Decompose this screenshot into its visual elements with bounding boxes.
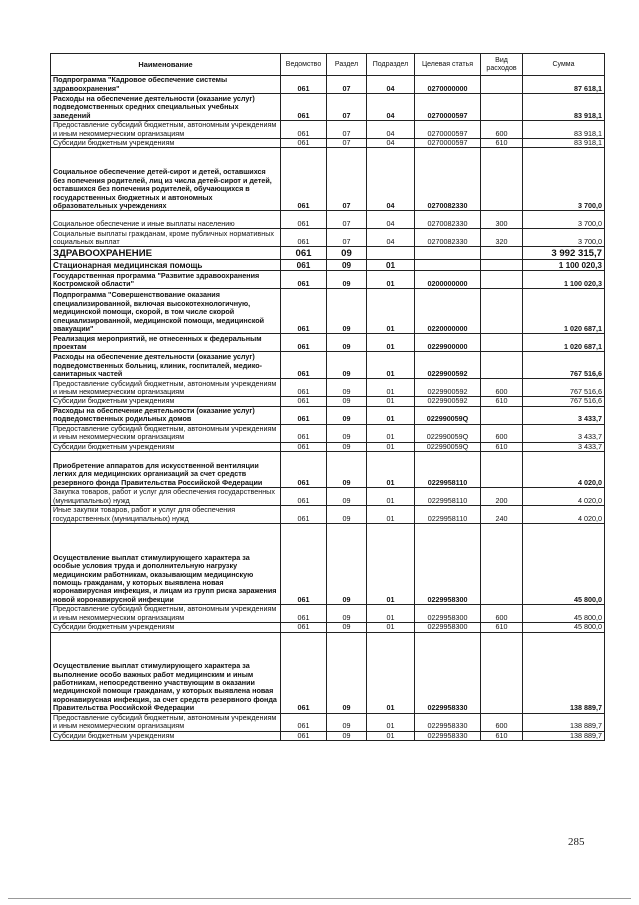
row-vid <box>481 334 523 352</box>
row-razdel: 09 <box>327 271 367 289</box>
row-razdel: 07 <box>327 211 367 229</box>
row-celevaya: 0270082330 <box>415 211 481 229</box>
row-ved: 061 <box>281 352 327 379</box>
row-podrazdel: 01 <box>367 623 415 632</box>
row-razdel: 09 <box>327 632 367 713</box>
row-name: Осуществление выплат стимулирующего характера за выполнение особо важных работ медицинским и иным работникам, непосредственно участвующим в оказании медицинской помощи гражданам, у которых выявлена новая коронавирусная инфекция, за счет средств резервного фонда Правительства Российской Федерации <box>51 632 281 713</box>
row-podrazdel: 01 <box>367 731 415 740</box>
row-summa: 45 800,0 <box>523 524 605 605</box>
table-row <box>51 289 605 334</box>
row-name: Предоставление субсидий бюджетным, автономным учреждениям и иным некоммерческим организациям <box>51 121 281 139</box>
row-podrazdel: 04 <box>367 94 415 121</box>
header-name: Наименование <box>51 54 281 76</box>
row-vid: 600 <box>481 121 523 139</box>
row-name: Предоставление субсидий бюджетным, автономным учреждениям и иным некоммерческим организациям <box>51 713 281 731</box>
row-podrazdel: 01 <box>367 352 415 379</box>
row-podrazdel: 04 <box>367 121 415 139</box>
row-name: Подпрограмма "Совершенствование оказания специализированной, включая высокотехнологичную, медицинской помощи, скорой, в том числе скорой специализированной, медицинской помощи, медицинской эвакуации" <box>51 289 281 334</box>
table-row <box>51 506 605 524</box>
header-podrazdel: Подраздел <box>367 54 415 76</box>
row-name: Социальное обеспечение и иные выплаты населению <box>51 211 281 229</box>
row-summa: 3 700,0 <box>523 148 605 211</box>
row-vid <box>481 76 523 94</box>
row-vid <box>481 148 523 211</box>
row-summa: 3 700,0 <box>523 229 605 247</box>
bottom-rule <box>8 898 631 899</box>
row-name: Субсидии бюджетным учреждениям <box>51 397 281 406</box>
row-razdel: 09 <box>327 406 367 424</box>
row-vid: 240 <box>481 506 523 524</box>
row-vid: 300 <box>481 211 523 229</box>
row-ved: 061 <box>281 334 327 352</box>
row-podrazdel: 01 <box>367 632 415 713</box>
row-celevaya: 0270000000 <box>415 76 481 94</box>
row-vid: 610 <box>481 442 523 451</box>
table-row <box>51 260 605 271</box>
row-razdel: 09 <box>327 260 367 271</box>
table-row <box>51 424 605 442</box>
row-podrazdel: 01 <box>367 397 415 406</box>
table-row <box>51 379 605 397</box>
row-ved: 061 <box>281 452 327 488</box>
row-ved: 061 <box>281 406 327 424</box>
header-row <box>51 54 605 76</box>
row-celevaya: 0229958110 <box>415 506 481 524</box>
row-vid: 200 <box>481 488 523 506</box>
row-name: Субсидии бюджетным учреждениям <box>51 623 281 632</box>
row-podrazdel <box>367 247 415 260</box>
table-row <box>51 731 605 740</box>
row-vid <box>481 406 523 424</box>
row-summa: 4 020,0 <box>523 452 605 488</box>
row-podrazdel: 01 <box>367 488 415 506</box>
row-summa: 87 618,1 <box>523 76 605 94</box>
row-ved: 061 <box>281 397 327 406</box>
row-podrazdel: 01 <box>367 713 415 731</box>
row-summa: 3 700,0 <box>523 211 605 229</box>
row-name: Расходы на обеспечение деятельности (оказание услуг) подведомственных больниц, клиник, госпиталей, медико-санитарных частей <box>51 352 281 379</box>
header-vid: Вид расходов <box>481 54 523 76</box>
row-podrazdel: 01 <box>367 271 415 289</box>
row-celevaya: 0229958330 <box>415 731 481 740</box>
row-razdel: 07 <box>327 76 367 94</box>
row-podrazdel: 04 <box>367 148 415 211</box>
row-ved: 061 <box>281 713 327 731</box>
table-row <box>51 76 605 94</box>
row-vid <box>481 524 523 605</box>
table-row <box>51 139 605 148</box>
row-summa: 4 020,0 <box>523 488 605 506</box>
row-celevaya: 0229900592 <box>415 379 481 397</box>
row-summa: 767 516,6 <box>523 397 605 406</box>
table-row <box>51 623 605 632</box>
row-ved: 061 <box>281 731 327 740</box>
row-name: Расходы на обеспечение деятельности (оказание услуг) подведомственных родильных домов <box>51 406 281 424</box>
row-ved: 061 <box>281 76 327 94</box>
row-celevaya: 0229958330 <box>415 713 481 731</box>
table-row <box>51 352 605 379</box>
row-celevaya: 0220000000 <box>415 289 481 334</box>
row-vid: 600 <box>481 424 523 442</box>
row-celevaya: 0229900000 <box>415 334 481 352</box>
row-ved: 061 <box>281 121 327 139</box>
page-number: 285 <box>568 836 585 848</box>
row-summa: 4 020,0 <box>523 506 605 524</box>
row-celevaya: 0270082330 <box>415 229 481 247</box>
row-summa: 138 889,7 <box>523 713 605 731</box>
row-razdel: 07 <box>327 94 367 121</box>
row-podrazdel: 01 <box>367 506 415 524</box>
row-ved: 061 <box>281 211 327 229</box>
row-vid: 610 <box>481 623 523 632</box>
row-ved: 061 <box>281 506 327 524</box>
table-row <box>51 488 605 506</box>
row-podrazdel: 01 <box>367 452 415 488</box>
header-razdel: Раздел <box>327 54 367 76</box>
table-row <box>51 94 605 121</box>
row-ved: 061 <box>281 94 327 121</box>
budget-sheet <box>50 53 604 741</box>
row-razdel: 09 <box>327 289 367 334</box>
row-podrazdel: 01 <box>367 605 415 623</box>
row-celevaya: 0270000597 <box>415 121 481 139</box>
row-razdel: 09 <box>327 442 367 451</box>
header-ved: Ведомство <box>281 54 327 76</box>
row-vid <box>481 452 523 488</box>
row-vid: 600 <box>481 379 523 397</box>
row-vid <box>481 94 523 121</box>
table-row <box>51 397 605 406</box>
table-row <box>51 229 605 247</box>
row-celevaya <box>415 260 481 271</box>
row-summa: 83 918,1 <box>523 139 605 148</box>
row-razdel: 09 <box>327 247 367 260</box>
table-row <box>51 442 605 451</box>
table-row <box>51 334 605 352</box>
row-vid: 320 <box>481 229 523 247</box>
row-vid <box>481 260 523 271</box>
row-celevaya: 0229958110 <box>415 452 481 488</box>
row-summa: 767 516,6 <box>523 379 605 397</box>
row-razdel: 09 <box>327 424 367 442</box>
row-celevaya <box>415 247 481 260</box>
row-celevaya: 0270082330 <box>415 148 481 211</box>
row-podrazdel: 01 <box>367 442 415 451</box>
row-name: Реализация мероприятий, не отнесенных к федеральным проектам <box>51 334 281 352</box>
row-summa: 1 100 020,3 <box>523 271 605 289</box>
row-ved: 061 <box>281 524 327 605</box>
row-summa: 767 516,6 <box>523 352 605 379</box>
row-celevaya: 0229900592 <box>415 397 481 406</box>
row-razdel: 07 <box>327 121 367 139</box>
table-row <box>51 247 605 260</box>
row-razdel: 09 <box>327 488 367 506</box>
row-name: Расходы на обеспечение деятельности (оказание услуг) подведомственных средних специальных учебных заведений <box>51 94 281 121</box>
row-summa: 1 020 687,1 <box>523 289 605 334</box>
row-name: Подпрограмма "Кадровое обеспечение системы здравоохранения" <box>51 76 281 94</box>
row-name: Предоставление субсидий бюджетным, автономным учреждениям и иным некоммерческим организациям <box>51 379 281 397</box>
row-podrazdel: 01 <box>367 424 415 442</box>
row-vid <box>481 271 523 289</box>
row-summa: 138 889,7 <box>523 731 605 740</box>
row-razdel: 07 <box>327 139 367 148</box>
row-vid: 610 <box>481 397 523 406</box>
row-vid: 600 <box>481 713 523 731</box>
row-razdel: 09 <box>327 397 367 406</box>
row-summa: 3 433,7 <box>523 406 605 424</box>
row-ved: 061 <box>281 271 327 289</box>
row-ved: 061 <box>281 632 327 713</box>
row-name: Осуществление выплат стимулирующего характера за особые условия труда и дополнительную нагрузку медицинским работникам, оказывающим медицинскую помощь гражданам, у которых выявлена новая коронавирусная инфекция, и лицам из групп риска заражения новой коронавирусной инфекции <box>51 524 281 605</box>
row-celevaya: 0229958300 <box>415 605 481 623</box>
table-row <box>51 452 605 488</box>
row-celevaya: 022990059Q <box>415 442 481 451</box>
row-name: ЗДРАВООХРАНЕНИЕ <box>51 247 281 260</box>
row-name: Социальное обеспечение детей-сирот и детей, оставшихся без попечения родителей, лиц из числа детей-сирот и детей, оставшихся без попечения родителей, обучающихся в государственных бюджетных и автономных образовательных учреждениях <box>51 148 281 211</box>
row-celevaya: 0270000597 <box>415 139 481 148</box>
row-vid <box>481 289 523 334</box>
row-podrazdel: 04 <box>367 76 415 94</box>
row-ved: 061 <box>281 379 327 397</box>
row-ved: 061 <box>281 260 327 271</box>
row-ved: 061 <box>281 289 327 334</box>
row-razdel: 09 <box>327 605 367 623</box>
row-summa: 1 100 020,3 <box>523 260 605 271</box>
row-podrazdel: 01 <box>367 524 415 605</box>
row-name: Приобретение аппаратов для искусственной вентиляции легких для медицинских организаций за счет средств резервного фонда Правительства Российской Федерации <box>51 452 281 488</box>
row-summa: 3 433,7 <box>523 442 605 451</box>
row-razdel: 09 <box>327 452 367 488</box>
row-celevaya: 022990059Q <box>415 406 481 424</box>
row-podrazdel: 04 <box>367 229 415 247</box>
table-row <box>51 524 605 605</box>
row-podrazdel: 01 <box>367 289 415 334</box>
row-vid: 610 <box>481 731 523 740</box>
row-ved: 061 <box>281 139 327 148</box>
row-celevaya: 0270000597 <box>415 94 481 121</box>
row-name: Социальные выплаты гражданам, кроме публичных нормативных социальных выплат <box>51 229 281 247</box>
row-ved: 061 <box>281 148 327 211</box>
row-ved: 061 <box>281 605 327 623</box>
row-name: Предоставление субсидий бюджетным, автономным учреждениям и иным некоммерческим организациям <box>51 605 281 623</box>
table-row <box>51 406 605 424</box>
row-celevaya: 022990059Q <box>415 424 481 442</box>
row-ved: 061 <box>281 442 327 451</box>
row-ved: 061 <box>281 247 327 260</box>
row-razdel: 09 <box>327 731 367 740</box>
table-body <box>51 76 605 741</box>
row-razdel: 09 <box>327 623 367 632</box>
row-celevaya: 0229958110 <box>415 488 481 506</box>
header-celevaya: Целевая статья <box>415 54 481 76</box>
table-row <box>51 271 605 289</box>
row-podrazdel: 01 <box>367 260 415 271</box>
row-summa: 45 800,0 <box>523 623 605 632</box>
row-celevaya: 0229958300 <box>415 524 481 605</box>
row-name: Субсидии бюджетным учреждениям <box>51 442 281 451</box>
row-ved: 061 <box>281 488 327 506</box>
header-summa: Сумма <box>523 54 605 76</box>
row-summa: 3 992 315,7 <box>523 247 605 260</box>
row-podrazdel: 04 <box>367 211 415 229</box>
row-vid <box>481 632 523 713</box>
row-summa: 83 918,1 <box>523 121 605 139</box>
row-razdel: 09 <box>327 334 367 352</box>
row-name: Предоставление субсидий бюджетным, автономным учреждениям и иным некоммерческим организациям <box>51 424 281 442</box>
table-row <box>51 211 605 229</box>
row-vid <box>481 247 523 260</box>
row-razdel: 09 <box>327 713 367 731</box>
row-razdel: 07 <box>327 229 367 247</box>
row-ved: 061 <box>281 623 327 632</box>
table-row <box>51 632 605 713</box>
row-celevaya: 0229958330 <box>415 632 481 713</box>
row-summa: 3 433,7 <box>523 424 605 442</box>
row-name: Субсидии бюджетным учреждениям <box>51 139 281 148</box>
table-row <box>51 713 605 731</box>
row-vid <box>481 352 523 379</box>
table-header <box>51 54 605 76</box>
row-summa: 83 918,1 <box>523 94 605 121</box>
row-razdel: 09 <box>327 352 367 379</box>
row-celevaya: 0229958300 <box>415 623 481 632</box>
row-podrazdel: 01 <box>367 334 415 352</box>
row-celevaya: 0229900592 <box>415 352 481 379</box>
row-summa: 1 020 687,1 <box>523 334 605 352</box>
row-name: Иные закупки товаров, работ и услуг для обеспечения государственных (муниципальных) нужд <box>51 506 281 524</box>
table-row <box>51 121 605 139</box>
row-name: Закупка товаров, работ и услуг для обеспечения государственных (муниципальных) нужд <box>51 488 281 506</box>
row-summa: 138 889,7 <box>523 632 605 713</box>
row-ved: 061 <box>281 229 327 247</box>
row-name: Субсидии бюджетным учреждениям <box>51 731 281 740</box>
row-razdel: 09 <box>327 524 367 605</box>
row-razdel: 09 <box>327 379 367 397</box>
table-row <box>51 148 605 211</box>
row-name: Государственная программа "Развитие здравоохранения Костромской области" <box>51 271 281 289</box>
row-name: Стационарная медицинская помощь <box>51 260 281 271</box>
row-podrazdel: 01 <box>367 379 415 397</box>
budget-table <box>50 53 605 741</box>
row-ved: 061 <box>281 424 327 442</box>
row-summa: 45 800,0 <box>523 605 605 623</box>
row-vid: 610 <box>481 139 523 148</box>
row-podrazdel: 01 <box>367 406 415 424</box>
row-celevaya: 0200000000 <box>415 271 481 289</box>
row-razdel: 07 <box>327 148 367 211</box>
row-podrazdel: 04 <box>367 139 415 148</box>
table-row <box>51 605 605 623</box>
row-vid: 600 <box>481 605 523 623</box>
row-razdel: 09 <box>327 506 367 524</box>
